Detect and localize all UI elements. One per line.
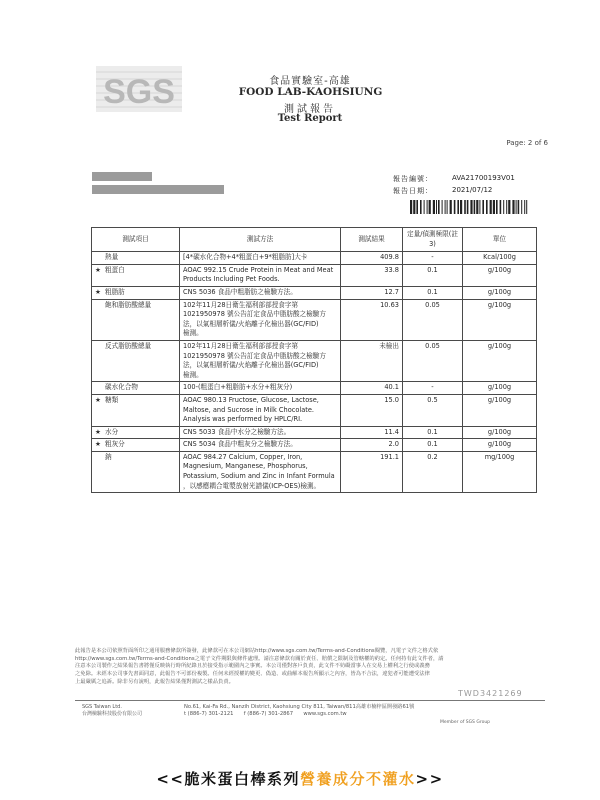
barcode-bar: [512, 200, 514, 214]
cell-unit: g/100g: [463, 286, 537, 299]
barcode-bar: [493, 200, 495, 214]
cell-test-method: [180, 286, 341, 299]
header-unit: 單位: [463, 228, 537, 252]
serial-number-stamp: TWD3421269: [458, 689, 523, 698]
accredited-star-icon: ★: [95, 395, 101, 404]
cell-detection-limit: 0.05: [403, 299, 463, 340]
cell-test-item: [92, 451, 180, 492]
barcode-bar: [454, 200, 456, 214]
method-line: CNS 5034 食品中粗灰分之檢驗方法。: [183, 440, 297, 449]
member-of-sgs: Member of SGS Group: [440, 720, 491, 725]
test-results-table: [91, 227, 537, 493]
cell-test-method: [180, 264, 341, 286]
disclaimer-line: 之免除。未經本公司事先書面同意，此報告不可部份複製。任何未經授權的變更、偽造、或曲解本報告所顯示之內容，皆為不合法，違犯者可能遭受法律: [75, 671, 430, 678]
barcode-bar: [524, 200, 525, 214]
company-name-english: SGS Taiwan Ltd.: [82, 704, 122, 710]
cell-unit: g/100g: [463, 394, 537, 426]
cell-test-result: 15.0: [341, 394, 403, 426]
table-row: [92, 340, 537, 381]
table-row: [92, 299, 537, 340]
test-item-label: 反式脂肪酸總量: [105, 341, 152, 350]
barcode-bar: [486, 200, 488, 214]
banner-part-3: >>: [415, 770, 444, 788]
product-banner: [0, 768, 600, 789]
method-line: 檢測。: [183, 370, 203, 379]
header-test-item: 測試項目: [92, 228, 180, 252]
barcode-bar: [424, 200, 425, 214]
cell-test-method: [180, 394, 341, 426]
company-address: [184, 704, 414, 718]
cell-detection-limit: 0.1: [403, 264, 463, 286]
cell-test-method: [180, 451, 341, 492]
table-row: [92, 252, 537, 265]
cell-unit: g/100g: [463, 340, 537, 381]
barcode-bar: [479, 200, 480, 214]
barcode-bar: [420, 200, 422, 214]
report-number-label: 報告編號：: [393, 175, 433, 183]
cell-test-item: [92, 252, 180, 265]
header-detection-limit: 定量/偵測極限(註3): [403, 228, 463, 252]
cell-test-method: [180, 299, 341, 340]
cell-unit: g/100g: [463, 382, 537, 395]
method-line: ，以感應耦合電漿放射光譜儀(ICP-OES)檢測。: [183, 481, 321, 490]
method-line: 法，以氣相層析儀/火焰離子化檢出器(GC/FID): [183, 319, 319, 328]
barcode-bar: [433, 200, 435, 214]
method-line: AOAC 984.27 Calcium, Copper, Iron,: [183, 452, 303, 461]
cell-test-result: 10.63: [341, 299, 403, 340]
barcode-bar: [442, 200, 443, 214]
redacted-client-address: [92, 185, 224, 194]
barcode-bar: [470, 200, 472, 214]
cell-test-item: [92, 340, 180, 381]
table-row: [92, 439, 537, 452]
test-item-label: 熱量: [105, 253, 119, 262]
barcode-bar: [500, 200, 502, 214]
method-line: 102年11月28日衛生福利部部授食字第: [183, 341, 299, 350]
header-test-method: 測試方法: [180, 228, 341, 252]
cell-test-result: 40.1: [341, 382, 403, 395]
accredited-star-icon: ★: [95, 427, 101, 436]
test-item-label: 水分: [105, 427, 119, 436]
cell-detection-limit: 0.1: [403, 439, 463, 452]
address-line: No.61, Kai-Fa Rd., Nanzih District, Kaohsiung City 811, Taiwan/811高雄市楠梓區開發路61號: [184, 704, 415, 710]
disclaimer-text: [75, 648, 545, 687]
method-line: 法，以氣相層析儀/火焰離子化檢出器(GC/FID): [183, 361, 319, 370]
svg-text:SGS: SGS: [103, 73, 175, 111]
barcode-bar: [467, 200, 469, 214]
barcode-bar: [474, 200, 476, 214]
cell-detection-limit: 0.5: [403, 394, 463, 426]
report-title-english: Test Report: [277, 113, 343, 124]
report-date-label: 報告日期：: [393, 187, 433, 195]
barcode-bar: [410, 200, 412, 214]
barcode-bar: [476, 200, 478, 214]
cell-test-item: [92, 286, 180, 299]
accredited-star-icon: ★: [95, 440, 101, 449]
cell-test-item: [92, 394, 180, 426]
table-row: [92, 426, 537, 439]
cell-detection-limit: 0.1: [403, 426, 463, 439]
disclaimer-line: http://www.sgs.com.tw/Terms-and-Conditions之電子文件期限與條件處理。請注意條款有關於責任、賠償之限制及管轄權的約定。任何持有此文件者，請: [75, 655, 444, 662]
cell-test-result: 191.1: [341, 451, 403, 492]
barcode-bar: [450, 200, 452, 214]
cell-test-result: 12.7: [341, 286, 403, 299]
table-header-row: [92, 228, 537, 252]
report-number: AVA21700193V01: [452, 174, 515, 182]
method-line: AOAC 992.15 Crude Protein in Meat and Meat: [183, 265, 334, 274]
barcode-bar: [521, 200, 522, 214]
barcode-bar: [516, 200, 517, 214]
table-row: [92, 451, 537, 492]
barcode-bar: [429, 200, 431, 214]
table-row: [92, 264, 537, 286]
method-line: CNS 5036 食品中粗脂肪之檢驗方法。: [183, 287, 297, 296]
lab-name-english: FOOD LAB-KAOHSIUNG: [238, 86, 383, 98]
barcode-bar: [464, 200, 466, 214]
lab-name-chinese: 食品實驗室-高雄: [269, 76, 351, 87]
barcode-bar: [518, 200, 520, 214]
method-line: Potassium, Sodium and Zinc in Infant Formula: [183, 472, 335, 481]
contact-line: t (886-7) 301-2121 f (886-7) 301-2867 www.sgs.com.tw: [184, 711, 347, 717]
accredited-star-icon: ★: [95, 287, 101, 296]
cell-unit: g/100g: [463, 426, 537, 439]
test-item-label: 糖類: [105, 395, 119, 404]
cell-detection-limit: -: [403, 382, 463, 395]
barcode-bar: [503, 200, 504, 214]
method-line: AOAC 980.13 Fructose, Glucose, Lactose,: [183, 395, 319, 404]
cell-test-result: 11.4: [341, 426, 403, 439]
cell-detection-limit: 0.1: [403, 286, 463, 299]
barcode-bar: [490, 200, 492, 214]
cell-unit: g/100g: [463, 264, 537, 286]
test-item-label: 粗蛋白: [105, 265, 125, 274]
method-line: 檢測。: [183, 329, 203, 338]
report-title-chinese: 測試報告: [284, 104, 336, 115]
cell-test-method: [180, 382, 341, 395]
cell-test-item: [92, 426, 180, 439]
cell-unit: mg/100g: [463, 451, 537, 492]
cell-test-method: [180, 340, 341, 381]
method-line: 1021950978 號公告訂定食品中脂肪酸之檢驗方: [183, 310, 326, 319]
barcode-bar: [496, 200, 498, 214]
cell-test-method: [180, 439, 341, 452]
accredited-star-icon: ★: [95, 265, 101, 274]
barcode-bar: [447, 200, 448, 214]
cell-test-result: 33.8: [341, 264, 403, 286]
cell-unit: g/100g: [463, 299, 537, 340]
banner-part-1: <<脆米蛋白棒系列: [156, 770, 300, 788]
method-line: CNS 5033 食品中水分之檢驗方法。: [183, 427, 291, 436]
cell-test-method: [180, 252, 341, 265]
table-row: [92, 382, 537, 395]
cell-test-item: [92, 382, 180, 395]
barcode-bar: [413, 200, 415, 214]
barcode-bar: [427, 200, 428, 214]
test-item-label: 粗脂肪: [105, 287, 125, 296]
cell-test-method: [180, 426, 341, 439]
method-line: 1021950978 號公告訂定食品中脂肪酸之檢驗方: [183, 351, 326, 360]
sgs-logo: [96, 66, 182, 112]
barcode-bar: [457, 200, 459, 214]
cell-test-result: 2.0: [341, 439, 403, 452]
barcode: [410, 200, 530, 214]
barcode-bar: [436, 200, 437, 214]
cell-test-item: [92, 264, 180, 286]
page-number: Page: 2 of 6: [506, 139, 548, 147]
test-item-label: 粗灰分: [105, 440, 125, 449]
method-line: Analysis was performed by HPLC/RI.: [183, 415, 303, 424]
barcode-bar: [460, 200, 462, 214]
cell-detection-limit: -: [403, 252, 463, 265]
method-line: Maltose, and Sucrose in Milk Chocolate.: [183, 405, 315, 414]
cell-test-item: [92, 439, 180, 452]
barcode-bar: [508, 200, 510, 214]
disclaimer-line: 此報告是本公司依照背面所印之通用服務條款所簽發，此條款可在本公司網站http://www.sgs.com.tw/Terms-and-Conditions閱覽，凡電子文件之格式依: [75, 648, 439, 654]
header-test-result: 測試結果: [341, 228, 403, 252]
company-name: [82, 704, 142, 718]
method-line: [4*碳水化合物+4*粗蛋白+9*粗脂肪]大卡: [183, 253, 308, 262]
disclaimer-line: 上最嚴厲之追訴。除非另有說明，此報告結果僅對測試之樣品負責。: [75, 678, 234, 685]
barcode-bar: [506, 200, 507, 214]
report-date: 2021/07/12: [452, 186, 493, 194]
cell-unit: Kcal/100g: [463, 252, 537, 265]
redacted-client-name: [92, 172, 152, 181]
company-name-chinese: 台灣檢驗科技股份有限公司: [82, 711, 143, 717]
cell-test-result: 409.8: [341, 252, 403, 265]
method-line: 100-(粗蛋白+粗脂肪+水分+粗灰分): [183, 383, 293, 392]
footer-divider: [75, 700, 545, 701]
test-item-label: 飽和脂肪酸總量: [105, 300, 152, 309]
test-item-label: 碳水化合物: [105, 383, 138, 392]
table-row: [92, 286, 537, 299]
disclaimer-line: 注意本公司製作之結果報告書將僅反映執行時所紀錄且於接受指示範圍內之事實。本公司僅對客戶負責，此文件不妨礙當事人在交易上權利之行使或義務: [75, 663, 430, 670]
barcode-bar: [416, 200, 418, 214]
cell-detection-limit: 0.2: [403, 451, 463, 492]
method-line: 102年11月28日衛生福利部部授食字第: [183, 300, 299, 309]
cell-unit: g/100g: [463, 439, 537, 452]
banner-part-2: 營養成分不灌水: [299, 770, 416, 788]
barcode-bar: [482, 200, 484, 214]
table-row: [92, 394, 537, 426]
cell-test-item: [92, 299, 180, 340]
barcode-bar: [438, 200, 440, 214]
test-item-label: 鈉: [105, 452, 112, 461]
cell-test-result: 未檢出: [341, 340, 403, 381]
barcode-bar: [445, 200, 446, 214]
method-line: Products Including Pet Foods.: [183, 275, 280, 284]
cell-detection-limit: 0.05: [403, 340, 463, 381]
barcode-bar: [526, 200, 527, 214]
method-line: Magnesium, Manganese, Phosphorus,: [183, 462, 308, 471]
